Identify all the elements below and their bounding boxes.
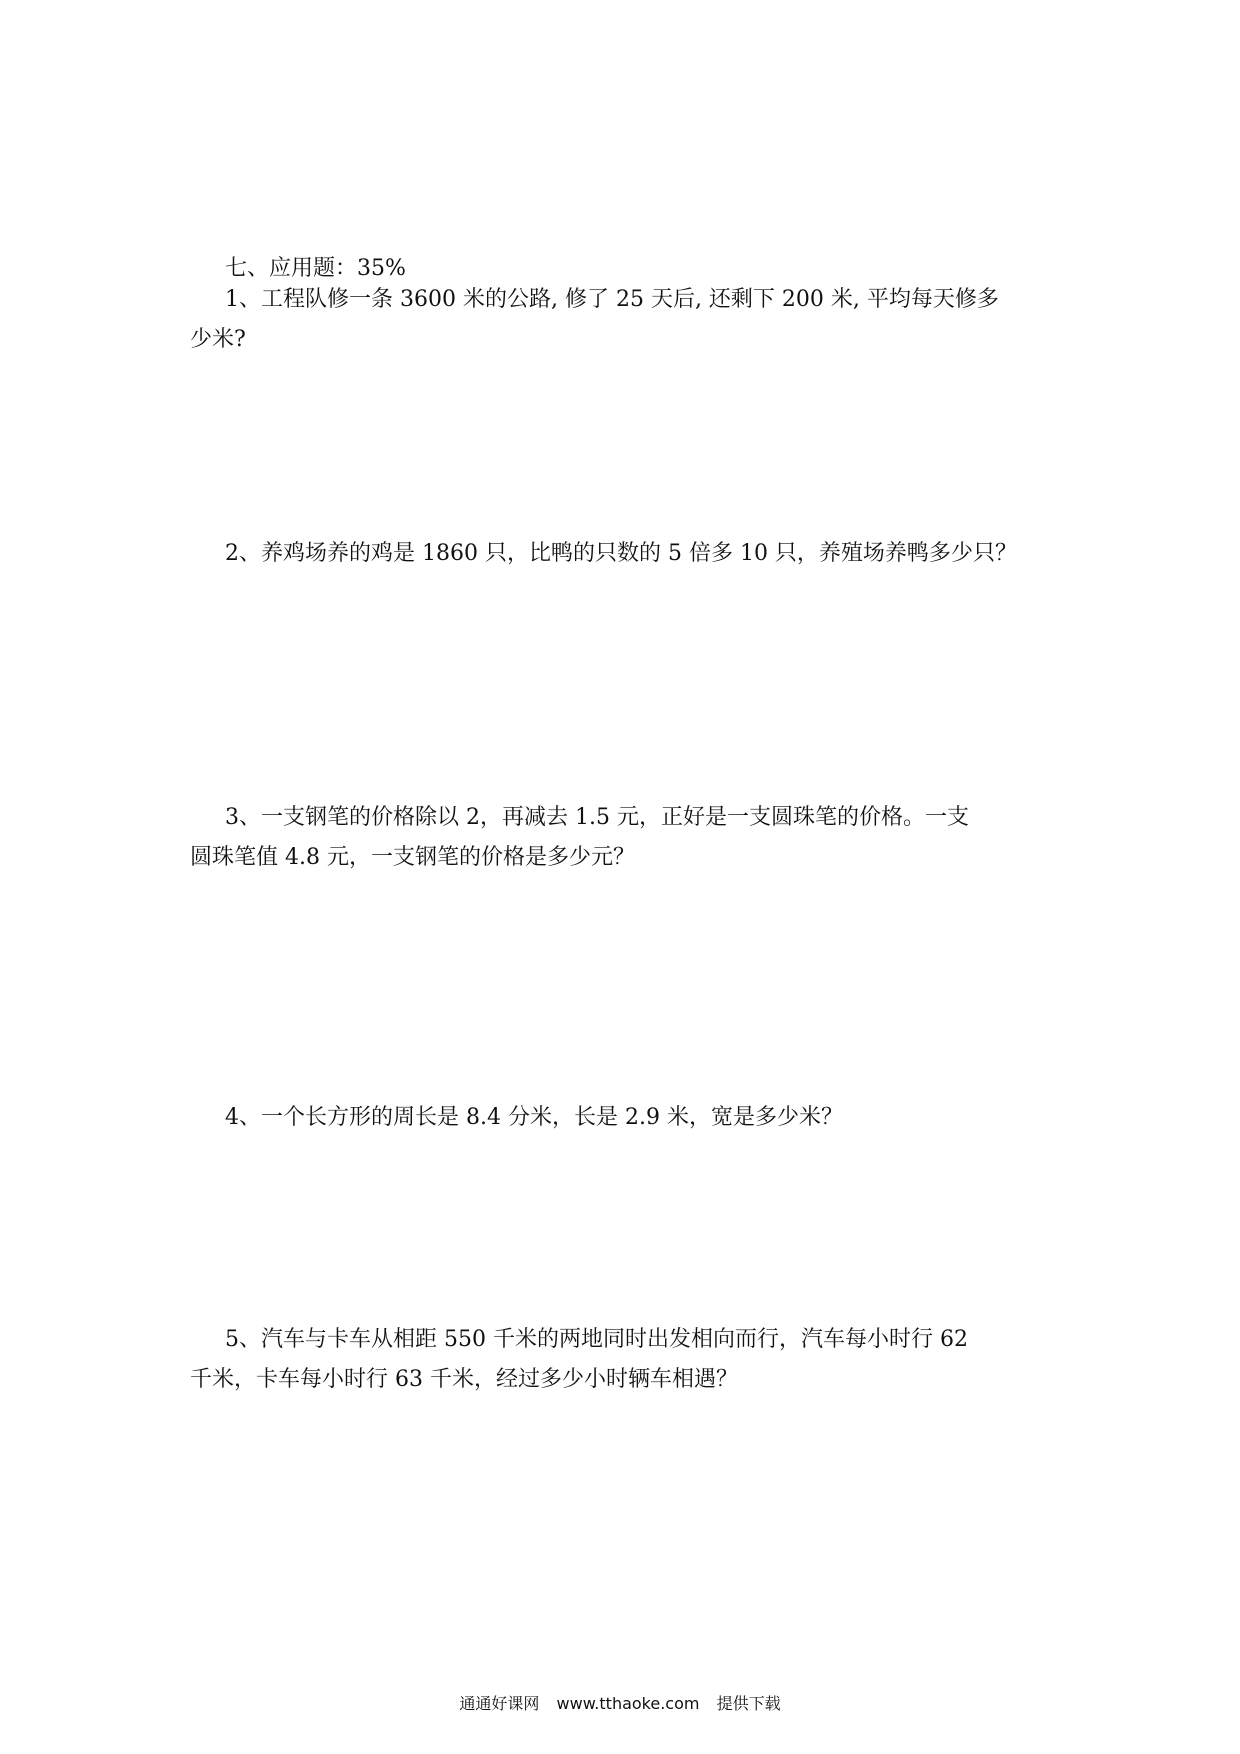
footer-url-link[interactable]: www.tthaoke.com — [556, 1694, 700, 1713]
footer-site-name: 通通好课网 — [459, 1694, 540, 1713]
problem-4-line-1: 4、一个长方形的周长是 8.4 分米，长是 2.9 米，宽是多少米？ — [225, 1105, 843, 1130]
footer-suffix: 提供下载 — [716, 1694, 781, 1713]
problem-1-line-2: 少米? — [190, 327, 246, 352]
problem-1-line-1: 1、工程队修一条 3600 米的公路, 修了 25 天后, 还剩下 200 米, 平均每天修多 — [225, 287, 999, 312]
problem-4 — [190, 1098, 1060, 1138]
problem-3-line-2: 圆珠笔值 4.8 元，一支钢笔的价格是多少元？ — [190, 845, 635, 870]
problem-3-line-1: 3、一支钢笔的价格除以 2，再减去 1.5 元，正好是一支圆珠笔的价格。一支 — [225, 805, 969, 830]
problem-2 — [190, 534, 1060, 574]
problem-3 — [190, 798, 1060, 878]
section-title: 七、应用题：35% — [225, 256, 406, 281]
problem-5-line-1: 5、汽车与卡车从相距 550 千米的两地同时出发相向而行，汽车每小时行 62 — [225, 1327, 968, 1352]
problem-5 — [190, 1320, 1060, 1400]
page-footer — [0, 1692, 1240, 1716]
problem-1 — [190, 280, 1060, 360]
problem-5-line-2: 千米，卡车每小时行 63 千米，经过多少小时辆车相遇？ — [190, 1367, 738, 1392]
problem-2-line-1: 2、养鸡场养的鸡是 1860 只，比鸭的只数的 5 倍多 10 只，养殖场养鸭多少只？ — [225, 541, 1017, 566]
